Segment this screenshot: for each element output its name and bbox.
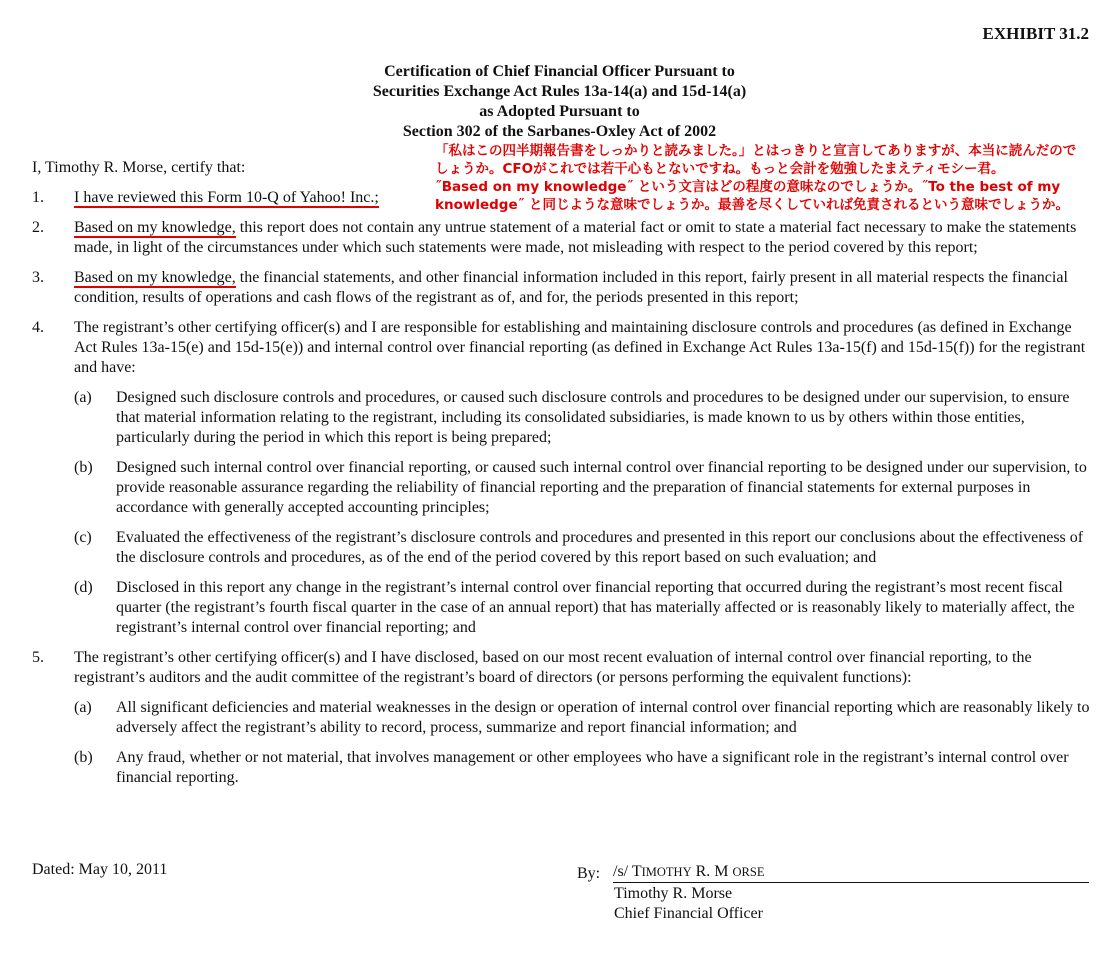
- item-number: 5.: [32, 649, 44, 666]
- sub-letter: (b): [74, 749, 93, 766]
- signature-mid: R. M: [691, 863, 733, 880]
- sub-text: Evaluated the effectiveness of the registrant’s disclosure controls and procedures and presented in this report our conclusions about the effectiveness of the disclosure controls and procedures, as of the end of the period covered by this report based on such evaluation; and: [116, 529, 1084, 566]
- underlined-phrase: Based on my knowledge,: [74, 269, 236, 286]
- item-text: The registrant’s other certifying officer(s) and I are responsible for establishing and maintaining disclosure controls and procedures (as defined in Exchange Act Rules 13a-15(e) and 15d-15(e)) and internal control over financial reporting (as defined in Exchange Act Rules 13a-15(f) and 15d-15(f)) for the registrant and have:: [74, 319, 1086, 376]
- signature-prefix: /s/ T: [613, 863, 642, 880]
- item-1: [0, 188, 1119, 208]
- sub-letter: (d): [74, 579, 93, 596]
- item-text: this report does not contain any untrue statement of a material fact or omit to state a material fact necessary to make the statements made, in light of the circumstances under which such statements were made, not misleading with respect to the period covered by this report;: [74, 219, 1077, 256]
- title-line: as Adopted Pursuant to: [479, 103, 640, 120]
- document-title: [0, 62, 1119, 142]
- certify-intro: I, Timothy R. Morse, certify that:: [32, 159, 246, 176]
- annotation-line: 「私はこの四半期報告書をしっかりと読みました。」とはっきりと宣言してありますが、本当に読んだので: [435, 143, 1077, 159]
- sub-letter: (b): [74, 459, 93, 476]
- sub-text: Disclosed in this report any change in the registrant’s internal control over financial reporting that occurred during the registrant’s most recent fiscal quarter (the registrant’s fourth fiscal quarter in the case of an annual report) that has materially affected or is reasonably likely to materially affect, the registrant’s internal control over financial reporting; and: [116, 579, 1075, 636]
- item-text: the financial statements, and other financial information included in this report, fairly present in all material respects the financial condition, results of operations and cash flows of the registrant as of, and for, the periods presented in this report;: [74, 269, 1068, 306]
- sub-text: Designed such internal control over financial reporting, or caused such internal control over financial reporting to be designed under our supervision, to provide reasonable assurance regarding the reliability of financial reporting and the preparation of financial statements for external purposes in accordance with generally accepted accounting principles;: [116, 459, 1087, 516]
- item-4-sub-d: [0, 578, 1119, 638]
- signer-name: Timothy R. Morse: [614, 885, 733, 902]
- underlined-phrase: Based on my knowledge,: [74, 219, 236, 236]
- item-3: [0, 268, 1119, 308]
- annotation-line: しょうか。CFOがこれでは若干心もとないですね。もっと会計を勉強したまえティモシー君。: [435, 161, 1005, 177]
- annotation-line: ˝Based on my knowledge˝ という文言はどの程度の意味なのでしょうか。˝To the best of my: [435, 179, 1061, 195]
- sub-letter: (c): [74, 529, 92, 546]
- item-5-sub-a: [0, 698, 1119, 738]
- item-4: [0, 318, 1119, 378]
- signature-smallcaps: IMOTHY: [641, 865, 692, 879]
- sub-letter: (a): [74, 699, 92, 716]
- annotation-line: knowledge˝ と同じような意味でしょうか。最善を尽くしていれば免責されるという意味でしょうか。: [435, 197, 1070, 213]
- sub-text: Designed such disclosure controls and procedures, or caused such disclosure controls and procedures to be designed under our supervision, to ensure that material information relating to the registrant, including its consolidated subsidiaries, is made known to us by others within those entities, particularly during the period in which this report is being prepared;: [116, 389, 1070, 446]
- by-label: By:: [577, 865, 601, 882]
- item-5: [0, 648, 1119, 688]
- underlined-phrase: I have reviewed this Form 10-Q of Yahoo! Inc.;: [74, 189, 379, 206]
- dated-line: Dated: May 10, 2011: [32, 861, 168, 878]
- item-5-sub-b: [0, 748, 1119, 788]
- item-4-sub-b: [0, 458, 1119, 518]
- item-2: [0, 218, 1119, 258]
- item-number: 2.: [32, 219, 44, 236]
- title-line: Section 302 of the Sarbanes-Oxley Act of 2002: [402, 123, 717, 140]
- signature-smallcaps: ORSE: [732, 865, 765, 879]
- item-number: 1.: [32, 189, 44, 206]
- signature-line: [613, 862, 1089, 883]
- exhibit-label: EXHIBIT 31.2: [982, 24, 1089, 43]
- signer-title: Chief Financial Officer: [614, 905, 763, 922]
- title-line: Securities Exchange Act Rules 13a-14(a) and 15d-14(a): [372, 83, 747, 100]
- item-number: 3.: [32, 269, 44, 286]
- title-line: Certification of Chief Financial Officer Pursuant to: [384, 63, 735, 80]
- sub-text: All significant deficiencies and material weaknesses in the design or operation of internal control over financial reporting which are reasonably likely to adversely affect the registrant’s ability to record, process, summarize and report financial information; and: [116, 699, 1090, 736]
- certification-items: [0, 188, 1119, 798]
- item-text: The registrant’s other certifying officer(s) and I have disclosed, based on our most recent evaluation of internal control over financial reporting, to the registrant’s auditors and the audit committee of the registrant’s board of directors (or persons performing the equivalent functions):: [74, 649, 1032, 686]
- sub-letter: (a): [74, 389, 92, 406]
- item-4-sub-c: [0, 528, 1119, 568]
- sub-text: Any fraud, whether or not material, that involves management or other employees who have a significant role in the registrant’s internal control over financial reporting.: [116, 749, 1069, 786]
- item-number: 4.: [32, 319, 44, 336]
- item-4-sub-a: [0, 388, 1119, 448]
